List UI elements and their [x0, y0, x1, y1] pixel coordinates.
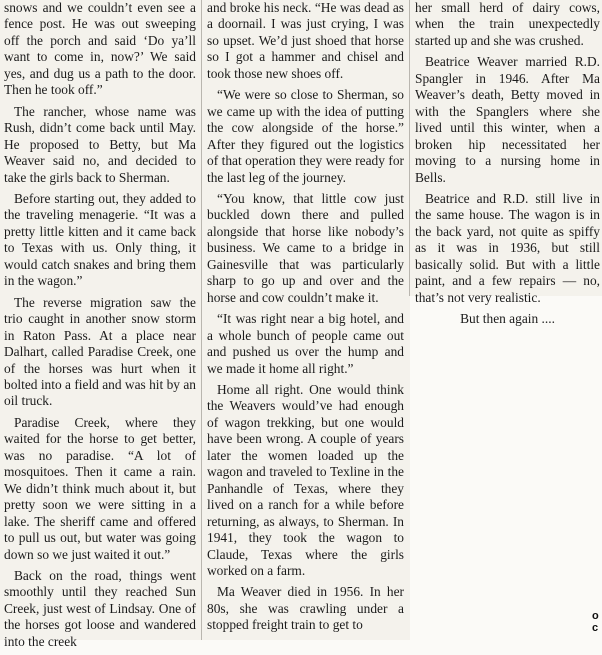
paragraph: Beatrice Weaver married R.D. Spangler in 1946. After Ma Weaver’s death, Betty moved in with the Spanglers where she lived until this winter, when a broken hip necessitated her moving to a nursing home in Bells.	[415, 54, 600, 185]
paragraph: Ma Weaver died in 1956. In her 80s, she was crawling under a stopped freight train to get to	[207, 584, 404, 633]
paragraph: Before starting out, they added to the traveling menagerie. “It was a pretty little kitten and it came back to Texas with us. Only thing, it would catch snakes and bring them in the wagon.”	[4, 190, 196, 289]
paragraph: her small herd of dairy cows, when the train unexpectedly started up and she was crushed.	[415, 0, 600, 48]
paragraph: The reverse migration saw the trio caught in another snow storm in Raton Pass. At a place near Dalhart, called Paradise Creek, one of the horses was hurt when it bolted into a field and was hit by an oil truck.	[4, 294, 196, 409]
column-2	[207, 0, 404, 639]
column-1	[4, 0, 196, 655]
paragraph: Back on the road, things went smoothly until they reached Sun Creek, just west of Lindsay. One of the horses got loose and wandered into the creek	[4, 567, 196, 649]
paragraph: Paradise Creek, where they waited for the horse to get better, was no paradise. “A lot of mosquitoes. Then it came a rain. We didn’t think much about it, but pretty soon we were sitting in a lake. The sheriff came and offered to pull us out, but water was going down so we just waited it out.”	[4, 414, 196, 562]
paragraph: and broke his neck. “He was dead as a doornail. I was just crying, I was so upset. We’d just shoed that horse so I got a hammer and chisel and took those new shoes off.	[207, 0, 404, 81]
column-divider	[201, 0, 202, 640]
paragraph: Home all right. One would think the Weavers would’ve had enough of wagon trekking, but one would have been wrong. A couple of years later the women loaded up the wagon and traveled to Texline in the Panhandle of Texas, where they lived on a ranch for a while before returning, as always, to Sherman. In 1941, they took the wagon to Claude, Texas where the girls worked on a farm.	[207, 381, 404, 578]
edge-text-fragment: o c	[592, 610, 599, 634]
column-3	[415, 0, 600, 333]
paragraph: The rancher, whose name was Rush, didn’t come back until May. He proposed to Betty, but Ma Weaver said no, and decided to take the girls back to Sherman.	[4, 103, 196, 185]
paragraph: “You know, that little cow just buckled down there and pulled alongside that horse like nobody’s business. We came to a bridge in Gainesville that was particularly sharp to go up and over and the horse and cow couldn’t make it.	[207, 190, 404, 305]
paragraph: “It was right near a big hotel, and a whole bunch of people came out and pushed us over the hump and we made it home all right.”	[207, 311, 404, 376]
paragraph: snows and we couldn’t even see a fence post. He was out sweeping off the porch and said ‘Do ya’ll want to come in, now?’ We said yes, and dug us a path to the door. Then he took off.”	[4, 0, 196, 98]
closing-line: But then again ....	[460, 311, 555, 327]
column-divider	[409, 0, 410, 296]
paragraph: “We were so close to Sherman, so we came up with the idea of putting the cow alongside of the horse.” After they figured out the logistics of that operation they were ready for the last leg of the journey.	[207, 87, 404, 185]
paragraph: Beatrice and R.D. still live in the same house. The wagon is in the back yard, not quite as spiffy as it was in 1936, but still basically solid. But with a little paint, and a few repairs — no, that’s not very realistic.	[415, 190, 600, 305]
